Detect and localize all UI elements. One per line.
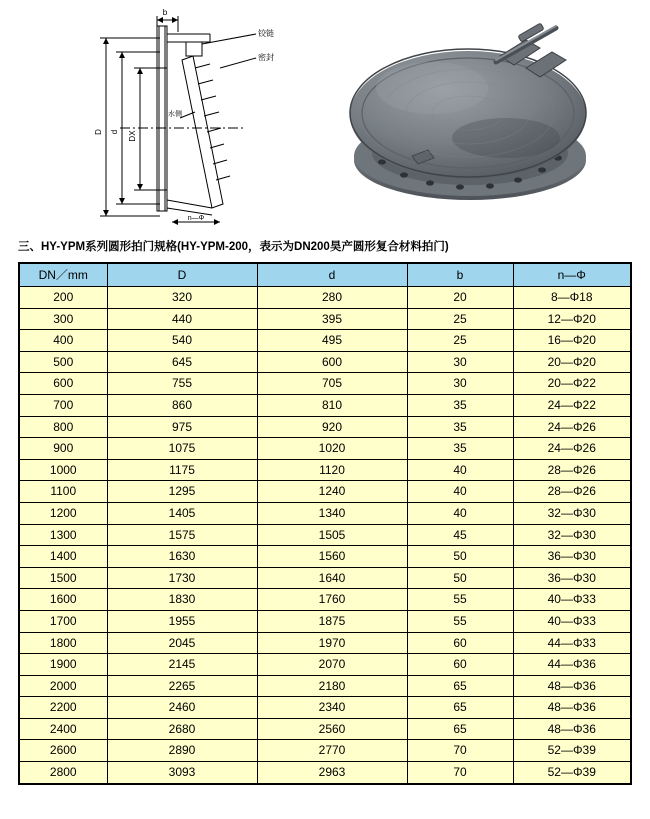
cell-b: 55 bbox=[407, 589, 513, 611]
cell-dn: 700 bbox=[19, 394, 107, 416]
cell-b: 40 bbox=[407, 459, 513, 481]
cell-n-phi: 40—Φ33 bbox=[513, 589, 631, 611]
cell-n-phi: 48—Φ36 bbox=[513, 675, 631, 697]
cell-d: 2340 bbox=[257, 697, 407, 719]
cell-d: 495 bbox=[257, 330, 407, 352]
cell-D: 645 bbox=[107, 351, 257, 373]
cell-b: 65 bbox=[407, 697, 513, 719]
dim-label-n-phi: n—Φ bbox=[187, 215, 205, 222]
cell-b: 50 bbox=[407, 567, 513, 589]
cell-b: 60 bbox=[407, 654, 513, 676]
cell-n-phi: 52—Φ39 bbox=[513, 762, 631, 784]
cell-d: 1560 bbox=[257, 546, 407, 568]
leader-label-seal: 密封 bbox=[258, 53, 274, 62]
spec-table bbox=[18, 262, 632, 785]
table-row bbox=[19, 416, 631, 438]
cell-D: 1730 bbox=[107, 567, 257, 589]
section-caption: 三、HY-YPM系列圆形拍门规格(HY-YPM-200，表示为DN200昊产圆形复合材料拍门) bbox=[18, 241, 449, 253]
cell-d: 1875 bbox=[257, 610, 407, 632]
cell-D: 320 bbox=[107, 287, 257, 309]
cell-dn: 1600 bbox=[19, 589, 107, 611]
table-row bbox=[19, 330, 631, 352]
cell-n-phi: 44—Φ33 bbox=[513, 632, 631, 654]
table-row bbox=[19, 697, 631, 719]
cell-n-phi: 8—Φ18 bbox=[513, 287, 631, 309]
cell-dn: 1300 bbox=[19, 524, 107, 546]
table-body bbox=[19, 287, 631, 784]
cell-n-phi: 20—Φ22 bbox=[513, 373, 631, 395]
cell-dn: 1500 bbox=[19, 567, 107, 589]
table-row bbox=[19, 438, 631, 460]
cell-d: 2560 bbox=[257, 718, 407, 740]
cell-D: 440 bbox=[107, 308, 257, 330]
cell-dn: 900 bbox=[19, 438, 107, 460]
cell-dn: 500 bbox=[19, 351, 107, 373]
cell-dn: 400 bbox=[19, 330, 107, 352]
technical-drawing bbox=[60, 8, 340, 226]
cell-n-phi: 48—Φ36 bbox=[513, 718, 631, 740]
cell-n-phi: 28—Φ26 bbox=[513, 481, 631, 503]
cell-D: 1955 bbox=[107, 610, 257, 632]
cell-b: 25 bbox=[407, 308, 513, 330]
product-photo bbox=[320, 10, 620, 220]
cell-d: 1505 bbox=[257, 524, 407, 546]
cell-b: 70 bbox=[407, 762, 513, 784]
table-row bbox=[19, 308, 631, 330]
table-row bbox=[19, 394, 631, 416]
cell-b: 60 bbox=[407, 632, 513, 654]
table-row bbox=[19, 589, 631, 611]
cell-d: 1340 bbox=[257, 502, 407, 524]
cell-D: 860 bbox=[107, 394, 257, 416]
cell-D: 1575 bbox=[107, 524, 257, 546]
cell-d: 1020 bbox=[257, 438, 407, 460]
table-row bbox=[19, 459, 631, 481]
cell-dn: 2000 bbox=[19, 675, 107, 697]
cell-dn: 800 bbox=[19, 416, 107, 438]
cell-b: 20 bbox=[407, 287, 513, 309]
cell-n-phi: 28—Φ26 bbox=[513, 459, 631, 481]
table-row bbox=[19, 524, 631, 546]
cell-D: 2890 bbox=[107, 740, 257, 762]
col-header-d: d bbox=[257, 263, 407, 287]
cell-D: 1075 bbox=[107, 438, 257, 460]
cell-b: 35 bbox=[407, 438, 513, 460]
table-row bbox=[19, 502, 631, 524]
table-header-row bbox=[19, 263, 631, 287]
cell-dn: 1000 bbox=[19, 459, 107, 481]
cell-dn: 1900 bbox=[19, 654, 107, 676]
cell-b: 40 bbox=[407, 481, 513, 503]
cell-dn: 2200 bbox=[19, 697, 107, 719]
col-header-n-phi: n—Φ bbox=[513, 263, 631, 287]
cell-d: 2770 bbox=[257, 740, 407, 762]
table-row bbox=[19, 351, 631, 373]
col-header-dn: DN／mm bbox=[19, 263, 107, 287]
cell-n-phi: 32—Φ30 bbox=[513, 524, 631, 546]
col-header-D: D bbox=[107, 263, 257, 287]
cell-b: 25 bbox=[407, 330, 513, 352]
table-row bbox=[19, 610, 631, 632]
cell-dn: 2400 bbox=[19, 718, 107, 740]
table-row bbox=[19, 567, 631, 589]
cell-b: 45 bbox=[407, 524, 513, 546]
table-row bbox=[19, 675, 631, 697]
cell-n-phi: 52—Φ39 bbox=[513, 740, 631, 762]
dim-label-D: D bbox=[94, 129, 103, 135]
cell-dn: 2600 bbox=[19, 740, 107, 762]
cell-d: 705 bbox=[257, 373, 407, 395]
cell-D: 975 bbox=[107, 416, 257, 438]
cell-D: 2265 bbox=[107, 675, 257, 697]
cell-b: 65 bbox=[407, 675, 513, 697]
cell-D: 755 bbox=[107, 373, 257, 395]
cell-n-phi: 24—Φ22 bbox=[513, 394, 631, 416]
table-row bbox=[19, 654, 631, 676]
cell-D: 1295 bbox=[107, 481, 257, 503]
cell-d: 2070 bbox=[257, 654, 407, 676]
cell-d: 600 bbox=[257, 351, 407, 373]
cell-dn: 1200 bbox=[19, 502, 107, 524]
cell-n-phi: 12—Φ20 bbox=[513, 308, 631, 330]
cell-D: 1830 bbox=[107, 589, 257, 611]
cell-d: 920 bbox=[257, 416, 407, 438]
dim-label-DX: DX bbox=[128, 130, 137, 142]
cell-d: 1240 bbox=[257, 481, 407, 503]
figure-area bbox=[0, 0, 650, 232]
cell-b: 55 bbox=[407, 610, 513, 632]
cell-dn: 1100 bbox=[19, 481, 107, 503]
cell-d: 2963 bbox=[257, 762, 407, 784]
cell-D: 2460 bbox=[107, 697, 257, 719]
cell-D: 540 bbox=[107, 330, 257, 352]
cell-d: 1760 bbox=[257, 589, 407, 611]
cell-b: 30 bbox=[407, 351, 513, 373]
cell-D: 1630 bbox=[107, 546, 257, 568]
cell-D: 1405 bbox=[107, 502, 257, 524]
cell-n-phi: 48—Φ36 bbox=[513, 697, 631, 719]
cell-D: 1175 bbox=[107, 459, 257, 481]
cell-d: 1970 bbox=[257, 632, 407, 654]
cell-dn: 1800 bbox=[19, 632, 107, 654]
cell-b: 30 bbox=[407, 373, 513, 395]
cell-n-phi: 24—Φ26 bbox=[513, 438, 631, 460]
cell-n-phi: 36—Φ30 bbox=[513, 567, 631, 589]
cell-d: 810 bbox=[257, 394, 407, 416]
cell-d: 280 bbox=[257, 287, 407, 309]
cell-D: 2145 bbox=[107, 654, 257, 676]
cell-n-phi: 32—Φ30 bbox=[513, 502, 631, 524]
cell-n-phi: 16—Φ20 bbox=[513, 330, 631, 352]
leader-label-hinge: 铰链 bbox=[258, 29, 274, 38]
cell-d: 2180 bbox=[257, 675, 407, 697]
cell-n-phi: 24—Φ26 bbox=[513, 416, 631, 438]
table-row bbox=[19, 546, 631, 568]
cell-dn: 600 bbox=[19, 373, 107, 395]
table-row bbox=[19, 762, 631, 784]
cell-dn: 1700 bbox=[19, 610, 107, 632]
spec-table-wrap bbox=[18, 262, 632, 785]
cell-D: 2045 bbox=[107, 632, 257, 654]
cell-d: 395 bbox=[257, 308, 407, 330]
cell-b: 40 bbox=[407, 502, 513, 524]
table-row bbox=[19, 373, 631, 395]
table-row bbox=[19, 718, 631, 740]
cell-n-phi: 20—Φ20 bbox=[513, 351, 631, 373]
cell-b: 70 bbox=[407, 740, 513, 762]
cell-dn: 200 bbox=[19, 287, 107, 309]
cell-dn: 2800 bbox=[19, 762, 107, 784]
cell-n-phi: 40—Φ33 bbox=[513, 610, 631, 632]
cell-dn: 1400 bbox=[19, 546, 107, 568]
cell-dn: 300 bbox=[19, 308, 107, 330]
col-header-b: b bbox=[407, 263, 513, 287]
table-row bbox=[19, 287, 631, 309]
cell-b: 65 bbox=[407, 718, 513, 740]
cell-D: 3093 bbox=[107, 762, 257, 784]
table-row bbox=[19, 740, 631, 762]
cell-n-phi: 36—Φ30 bbox=[513, 546, 631, 568]
cell-b: 35 bbox=[407, 416, 513, 438]
table-row bbox=[19, 481, 631, 503]
table-row bbox=[19, 632, 631, 654]
cell-d: 1120 bbox=[257, 459, 407, 481]
cell-d: 1640 bbox=[257, 567, 407, 589]
cell-b: 35 bbox=[407, 394, 513, 416]
cell-D: 2680 bbox=[107, 718, 257, 740]
cell-b: 50 bbox=[407, 546, 513, 568]
dim-label-d: d bbox=[110, 129, 119, 135]
leader-label-water-side: 水侧 bbox=[168, 111, 182, 118]
cell-n-phi: 44—Φ36 bbox=[513, 654, 631, 676]
dim-label-b: b bbox=[162, 8, 168, 17]
